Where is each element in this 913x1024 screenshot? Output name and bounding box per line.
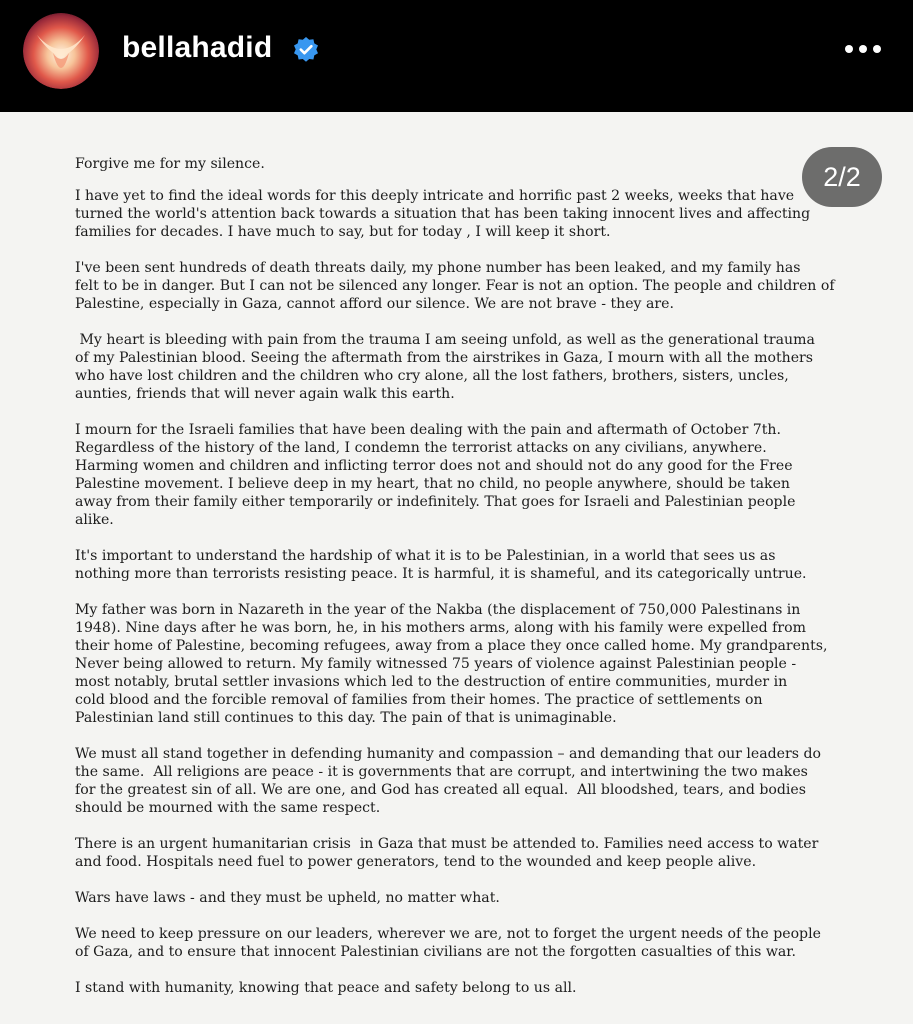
letter-line: the same. All religions are peace - it is governments that are corrupt, and intertwining the two makes [75,764,808,780]
letter-paragraph [75,421,845,529]
carousel-counter: 2/2 [802,147,882,207]
letter-line: Harming women and children and inflicting terror does not and should not do any good for the Free [75,458,793,474]
letter-paragraph [75,187,845,241]
letter-line: families for decades. I have much to say, but for today , I will keep it short. [75,224,611,240]
letter-line: I mourn for the Israeli families that have been dealing with the pain and aftermath of October 7th. [75,422,781,438]
letter-line: and food. Hospitals need fuel to power generators, tend to the wounded and keep people alive. [75,854,757,870]
letter-paragraph [75,601,845,727]
letter-line: I have yet to find the ideal words for this deeply intricate and horrific past 2 weeks, weeks that have [75,188,795,204]
letter-line: My father was born in Nazareth in the year of the Nakba (the displacement of 750,000 Palestinans in [75,602,801,618]
more-options-icon[interactable] [838,34,888,64]
letter-paragraph [75,155,845,173]
letter-line: aunties, friends that will never again walk this earth. [75,386,455,402]
letter-line: of Gaza, and to ensure that innocent Palestinian civilians are not the forgotten casualties of this war. [75,944,796,960]
username[interactable]: bellahadid [122,31,273,64]
letter-paragraph [75,979,845,997]
verified-badge-icon [292,36,320,64]
letter-line: of my Palestinian blood. Seeing the aftermath from the airstrikes in Gaza, I mourn with all the mothers [75,350,814,366]
letter-line: felt to be in danger. But I can not be silenced any longer. Fear is not an option. The people and children of [75,278,835,294]
letter-line: I've been sent hundreds of death threats daily, my phone number has been leaked, and my family has [75,260,801,276]
profile-avatar[interactable] [23,13,99,89]
statement-letter [75,155,845,997]
letter-line: Palestine movement. I believe deep in my heart, that no child, no people anywhere, should be taken [75,476,791,492]
letter-line: Palestine, especially in Gaza, cannot afford our silence. We are not brave - they are. [75,296,674,312]
letter-line: away from their family either temporarily or indefinitely. That goes for Israeli and Palestinian people [75,494,796,510]
letter-line: My heart is bleeding with pain from the trauma I am seeing unfold, as well as the generational trauma [75,332,815,348]
letter-line: most notably, brutal settler invasions which led to the destruction of entire communities, murder in [75,674,788,690]
letter-line: Forgive me for my silence. [75,156,265,172]
letter-line: There is an urgent humanitarian crisis in Gaza that must be attended to. Families need access to water [75,836,819,852]
letter-paragraph [75,331,845,403]
letter-line: cold blood and the forcible removal of families from their homes. The practice of settlements on [75,692,763,708]
letter-line: Never being allowed to return. My family witnessed 75 years of violence against Palestinian people - [75,656,797,672]
letter-line: Palestinian land still continues to this day. The pain of that is unimaginable. [75,710,617,726]
letter-line: their home of Palestine, becoming refugees, away from a place they once called home. My grandparents, [75,638,828,654]
letter-line: We must all stand together in defending humanity and compassion – and demanding that our leaders do [75,746,821,762]
letter-line: I stand with humanity, knowing that peace and safety belong to us all. [75,980,577,996]
letter-paragraph [75,835,845,871]
letter-line: Regardless of the history of the land, I condemn the terrorist attacks on any civilians, anywhere. [75,440,767,456]
letter-line: 1948). Nine days after he was born, he, in his mothers arms, along with his family were expelled from [75,620,806,636]
letter-line: who have lost children and the children who cry alone, all the lost fathers, brothers, sisters, uncles, [75,368,789,384]
letter-line: turned the world's attention back towards a situation that has been taking innocent lives and affecting [75,206,811,222]
letter-paragraph [75,745,845,817]
letter-line: alike. [75,512,114,528]
post-header [0,0,913,112]
letter-line: It's important to understand the hardship of what it is to be Palestinian, in a world that sees us as [75,548,776,564]
letter-line: for the greatest sin of all. We are one, and God has created all equal. All bloodshed, tears, and bodies [75,782,806,798]
letter-line: Wars have laws - and they must be upheld, no matter what. [75,890,500,906]
letter-paragraph [75,547,845,583]
avatar-image [23,13,99,89]
letter-paragraph [75,889,845,907]
letter-line: nothing more than terrorists resisting peace. It is harmful, it is shameful, and its categorically untrue. [75,566,807,582]
letter-paragraph [75,259,845,313]
letter-paragraph [75,925,845,961]
letter-line: We need to keep pressure on our leaders, wherever we are, not to forget the urgent needs of the people [75,926,821,942]
letter-line: should be mourned with the same respect. [75,800,381,816]
